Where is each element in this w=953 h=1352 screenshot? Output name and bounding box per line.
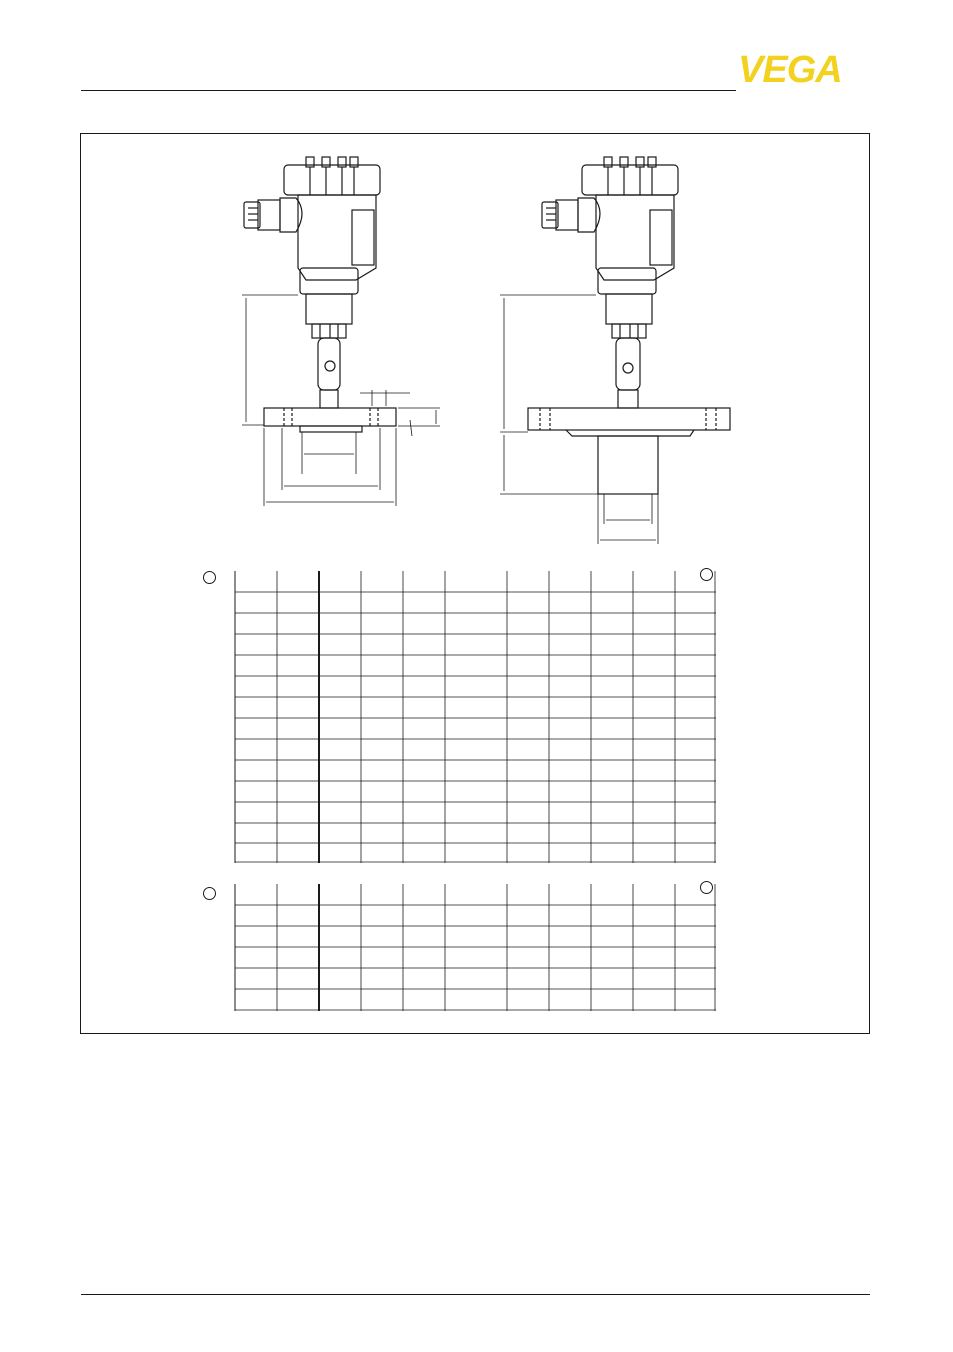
table-1-marker-left [203, 571, 216, 584]
footer-rule [81, 1294, 870, 1295]
dimension-drawing [0, 0, 953, 560]
dimension-table-1 [234, 571, 716, 863]
instrument-right [500, 157, 730, 544]
dimension-table-2 [234, 884, 716, 1011]
instrument-left [242, 157, 440, 506]
logo-text: VEGA [738, 50, 842, 84]
table-2-marker-left [203, 887, 216, 900]
